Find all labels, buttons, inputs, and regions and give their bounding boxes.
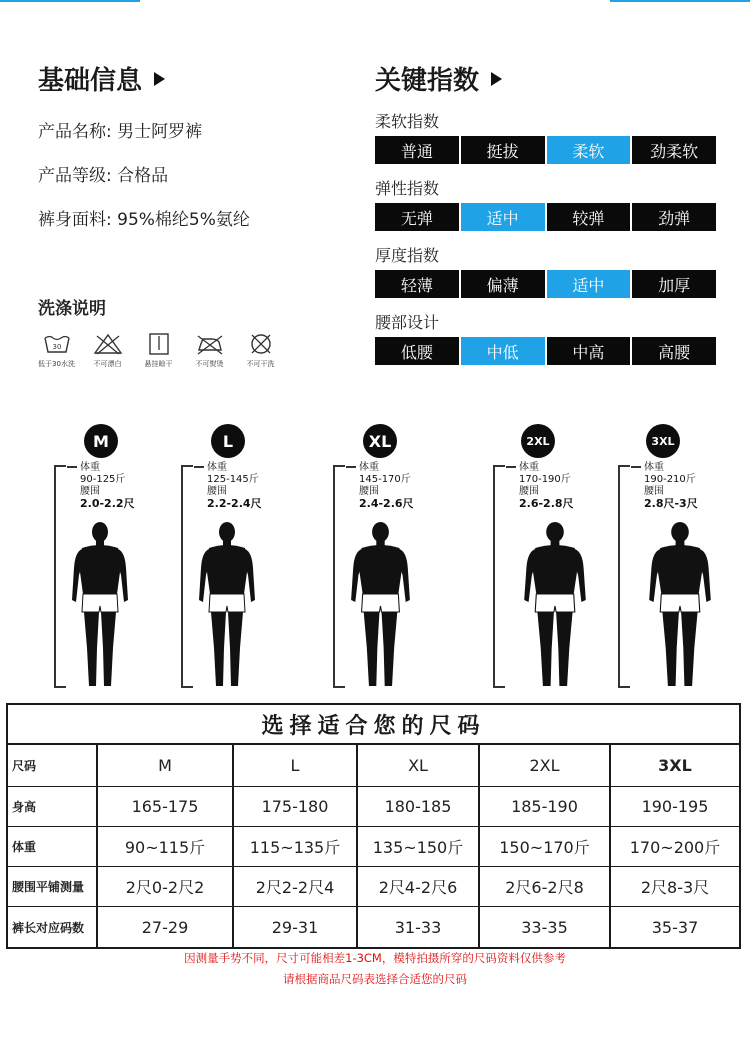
- table-row: [8, 907, 739, 947]
- index-option: 中高: [547, 337, 633, 365]
- table-row: [8, 867, 739, 907]
- index-option: 轻薄: [375, 270, 461, 298]
- measurement-labels: [80, 462, 135, 510]
- wash-30-icon: [42, 332, 72, 356]
- size-header-cell: M: [98, 745, 234, 786]
- table-cell: 90~115斤: [98, 827, 234, 866]
- waist-label: 腰围: [359, 486, 379, 497]
- weight-range: 170-190斤: [519, 474, 571, 485]
- index-option: 柔软: [547, 136, 633, 164]
- product-grade-line: 产品等级: 合格品: [38, 166, 169, 186]
- triangle-arrow-icon: [154, 72, 165, 86]
- height-bracket: [493, 465, 505, 688]
- table-cell: 31-33: [358, 907, 480, 947]
- table-cell: 2尺8-3尺: [640, 878, 710, 897]
- index-group-label: 弹性指数: [375, 179, 440, 198]
- hang-dry-icon: [144, 332, 174, 356]
- index-option: 适中: [547, 270, 633, 298]
- size-badge: L: [211, 424, 245, 458]
- basic-info-title-text: 基础信息: [38, 66, 143, 96]
- size-header-cell: 3XL: [658, 756, 692, 775]
- wash-icons-row: [34, 332, 283, 369]
- table-cell: 190-195: [641, 797, 709, 816]
- index-option: 高腰: [658, 342, 691, 362]
- triangle-arrow-icon: [491, 72, 502, 86]
- size-figure: [620, 420, 750, 695]
- size-figure: [195, 420, 345, 695]
- table-cell: 175-180: [234, 787, 358, 826]
- size-table-title: 选择适合您的尺码: [8, 705, 739, 745]
- table-row-label: 裤长对应码数: [8, 907, 98, 947]
- wash-item-label: 不可漂白: [93, 360, 122, 368]
- waist-label: 腰围: [519, 486, 539, 497]
- height-bracket: [333, 465, 345, 688]
- waist-range: 2.6-2.8尺: [519, 497, 574, 510]
- table-cell: 29-31: [234, 907, 358, 947]
- index-bar: [375, 203, 716, 231]
- waist-range: 2.4-2.6尺: [359, 497, 414, 510]
- height-bracket: [618, 465, 630, 688]
- wash-item: [187, 332, 232, 369]
- index-group-label: 厚度指数: [375, 246, 440, 265]
- measurement-labels: [207, 462, 262, 510]
- index-bar: [375, 337, 716, 365]
- measurement-note: 因测量手势不同，尺寸可能相差1-3CM，模特拍摄所穿的尺码资料仅供参考: [184, 951, 566, 965]
- key-index-section: [375, 60, 716, 365]
- table-row-label: 腰围平铺测量: [8, 867, 98, 906]
- index-option: 挺拔: [461, 136, 547, 164]
- height-bracket: [54, 465, 66, 688]
- wash-item-label: 悬挂晾干: [144, 360, 173, 368]
- model-silhouette: [349, 520, 412, 690]
- wash-item-label: 低于30水洗: [38, 360, 75, 368]
- weight-range: 90-125斤: [80, 474, 126, 485]
- no-bleach-icon: [93, 332, 123, 356]
- index-bar: [375, 136, 716, 164]
- waist-range: 2.2-2.4尺: [207, 497, 262, 510]
- table-row: [8, 827, 739, 867]
- table-cell: 2尺0-2尺2: [98, 867, 234, 906]
- table-cell: 33-35: [480, 907, 611, 947]
- index-option: 适中: [461, 203, 547, 231]
- weight-range: 145-170斤: [359, 474, 411, 485]
- key-index-title-text: 关键指数: [375, 66, 480, 96]
- table-cell: 150~170斤: [480, 827, 611, 866]
- table-row: [8, 787, 739, 827]
- table-cell: 135~150斤: [358, 827, 480, 866]
- table-cell: 165-175: [98, 787, 234, 826]
- table-row-label: 身高: [8, 787, 98, 826]
- waist-label: 腰围: [644, 486, 664, 497]
- size-row-label: 尺码: [8, 745, 98, 786]
- size-badge: 3XL: [646, 424, 680, 458]
- size-table-header-row: [8, 745, 739, 787]
- measurement-labels: [359, 462, 414, 510]
- index-option: 中低: [461, 337, 547, 365]
- waist-range: 2.0-2.2尺: [80, 497, 135, 510]
- table-cell: 115~135斤: [234, 827, 358, 866]
- wash-item: [238, 332, 283, 369]
- size-table: [6, 703, 741, 949]
- table-cell: 185-190: [480, 787, 611, 826]
- index-option: 劲柔软: [650, 141, 699, 161]
- weight-label-row: [644, 462, 698, 474]
- model-silhouette: [70, 520, 130, 690]
- weight-label: 体重: [519, 462, 539, 473]
- table-cell: 27-29: [98, 907, 234, 947]
- weight-label-row: [359, 462, 414, 474]
- size-badge: 2XL: [521, 424, 555, 458]
- weight-label-row: [207, 462, 262, 474]
- measurement-labels: [519, 462, 574, 510]
- weight-label: 体重: [207, 462, 227, 473]
- weight-range: 125-145斤: [207, 474, 259, 485]
- table-cell: 2尺2-2尺4: [234, 867, 358, 906]
- model-silhouette: [647, 520, 713, 690]
- table-cell: 170~200斤: [629, 838, 721, 857]
- model-silhouette: [522, 520, 588, 690]
- size-figures: [0, 420, 750, 695]
- top-accent-line-left: [0, 0, 140, 2]
- wash-instructions-title: 洗涤说明: [38, 299, 106, 319]
- weight-label-row: [80, 462, 135, 474]
- no-dry-clean-icon: [246, 332, 276, 356]
- no-iron-icon: [195, 332, 225, 356]
- choose-size-note: 请根据商品尺码表选择合适您的尺码: [283, 972, 467, 986]
- index-group-label: 腰部设计: [375, 313, 440, 332]
- basic-info-section: [38, 60, 358, 229]
- size-header-cell: L: [234, 745, 358, 786]
- top-accent-line-right: [610, 0, 750, 2]
- wash-item: [136, 332, 181, 369]
- size-badge: M: [84, 424, 118, 458]
- product-name-line: 产品名称: 男士阿罗裤: [38, 122, 203, 142]
- wash-item-label: 不可干洗: [246, 360, 275, 368]
- wash-item-label: 不可熨烫: [195, 360, 224, 368]
- measurement-labels: [644, 462, 698, 510]
- waist-label: 腰围: [207, 486, 227, 497]
- weight-label: 体重: [359, 462, 379, 473]
- index-option: 普通: [375, 136, 461, 164]
- size-header-cell: XL: [358, 745, 480, 786]
- size-badge: XL: [363, 424, 397, 458]
- wash-item: [85, 332, 130, 369]
- svg-text:30: 30: [52, 343, 61, 351]
- index-group-label: 柔软指数: [375, 112, 440, 131]
- index-option: 加厚: [658, 275, 691, 295]
- size-figure: [347, 420, 497, 695]
- basic-info-title: [38, 60, 358, 97]
- index-option: 较弹: [547, 203, 633, 231]
- fabric-line: 裤身面料: 95%棉纶5%氨纶: [38, 210, 250, 230]
- weight-range: 190-210斤: [644, 474, 696, 485]
- table-row-label: 体重: [8, 827, 98, 866]
- index-bar: [375, 270, 716, 298]
- waist-label: 腰围: [80, 486, 100, 497]
- table-cell: 2尺4-2尺6: [358, 867, 480, 906]
- index-option: 低腰: [375, 337, 461, 365]
- height-bracket: [181, 465, 193, 688]
- weight-label: 体重: [644, 462, 664, 473]
- wash-item: [34, 332, 79, 369]
- key-index-title: [375, 60, 716, 97]
- index-option: 无弹: [375, 203, 461, 231]
- table-cell: 180-185: [358, 787, 480, 826]
- index-option: 偏薄: [461, 270, 547, 298]
- table-cell: 2尺6-2尺8: [480, 867, 611, 906]
- weight-label-row: [519, 462, 574, 474]
- model-silhouette: [197, 520, 257, 690]
- index-option: 劲弹: [658, 208, 691, 228]
- weight-label: 体重: [80, 462, 100, 473]
- table-cell: 35-37: [651, 917, 699, 937]
- size-header-cell: 2XL: [480, 745, 611, 786]
- waist-range: 2.8尺-3尺: [644, 497, 698, 510]
